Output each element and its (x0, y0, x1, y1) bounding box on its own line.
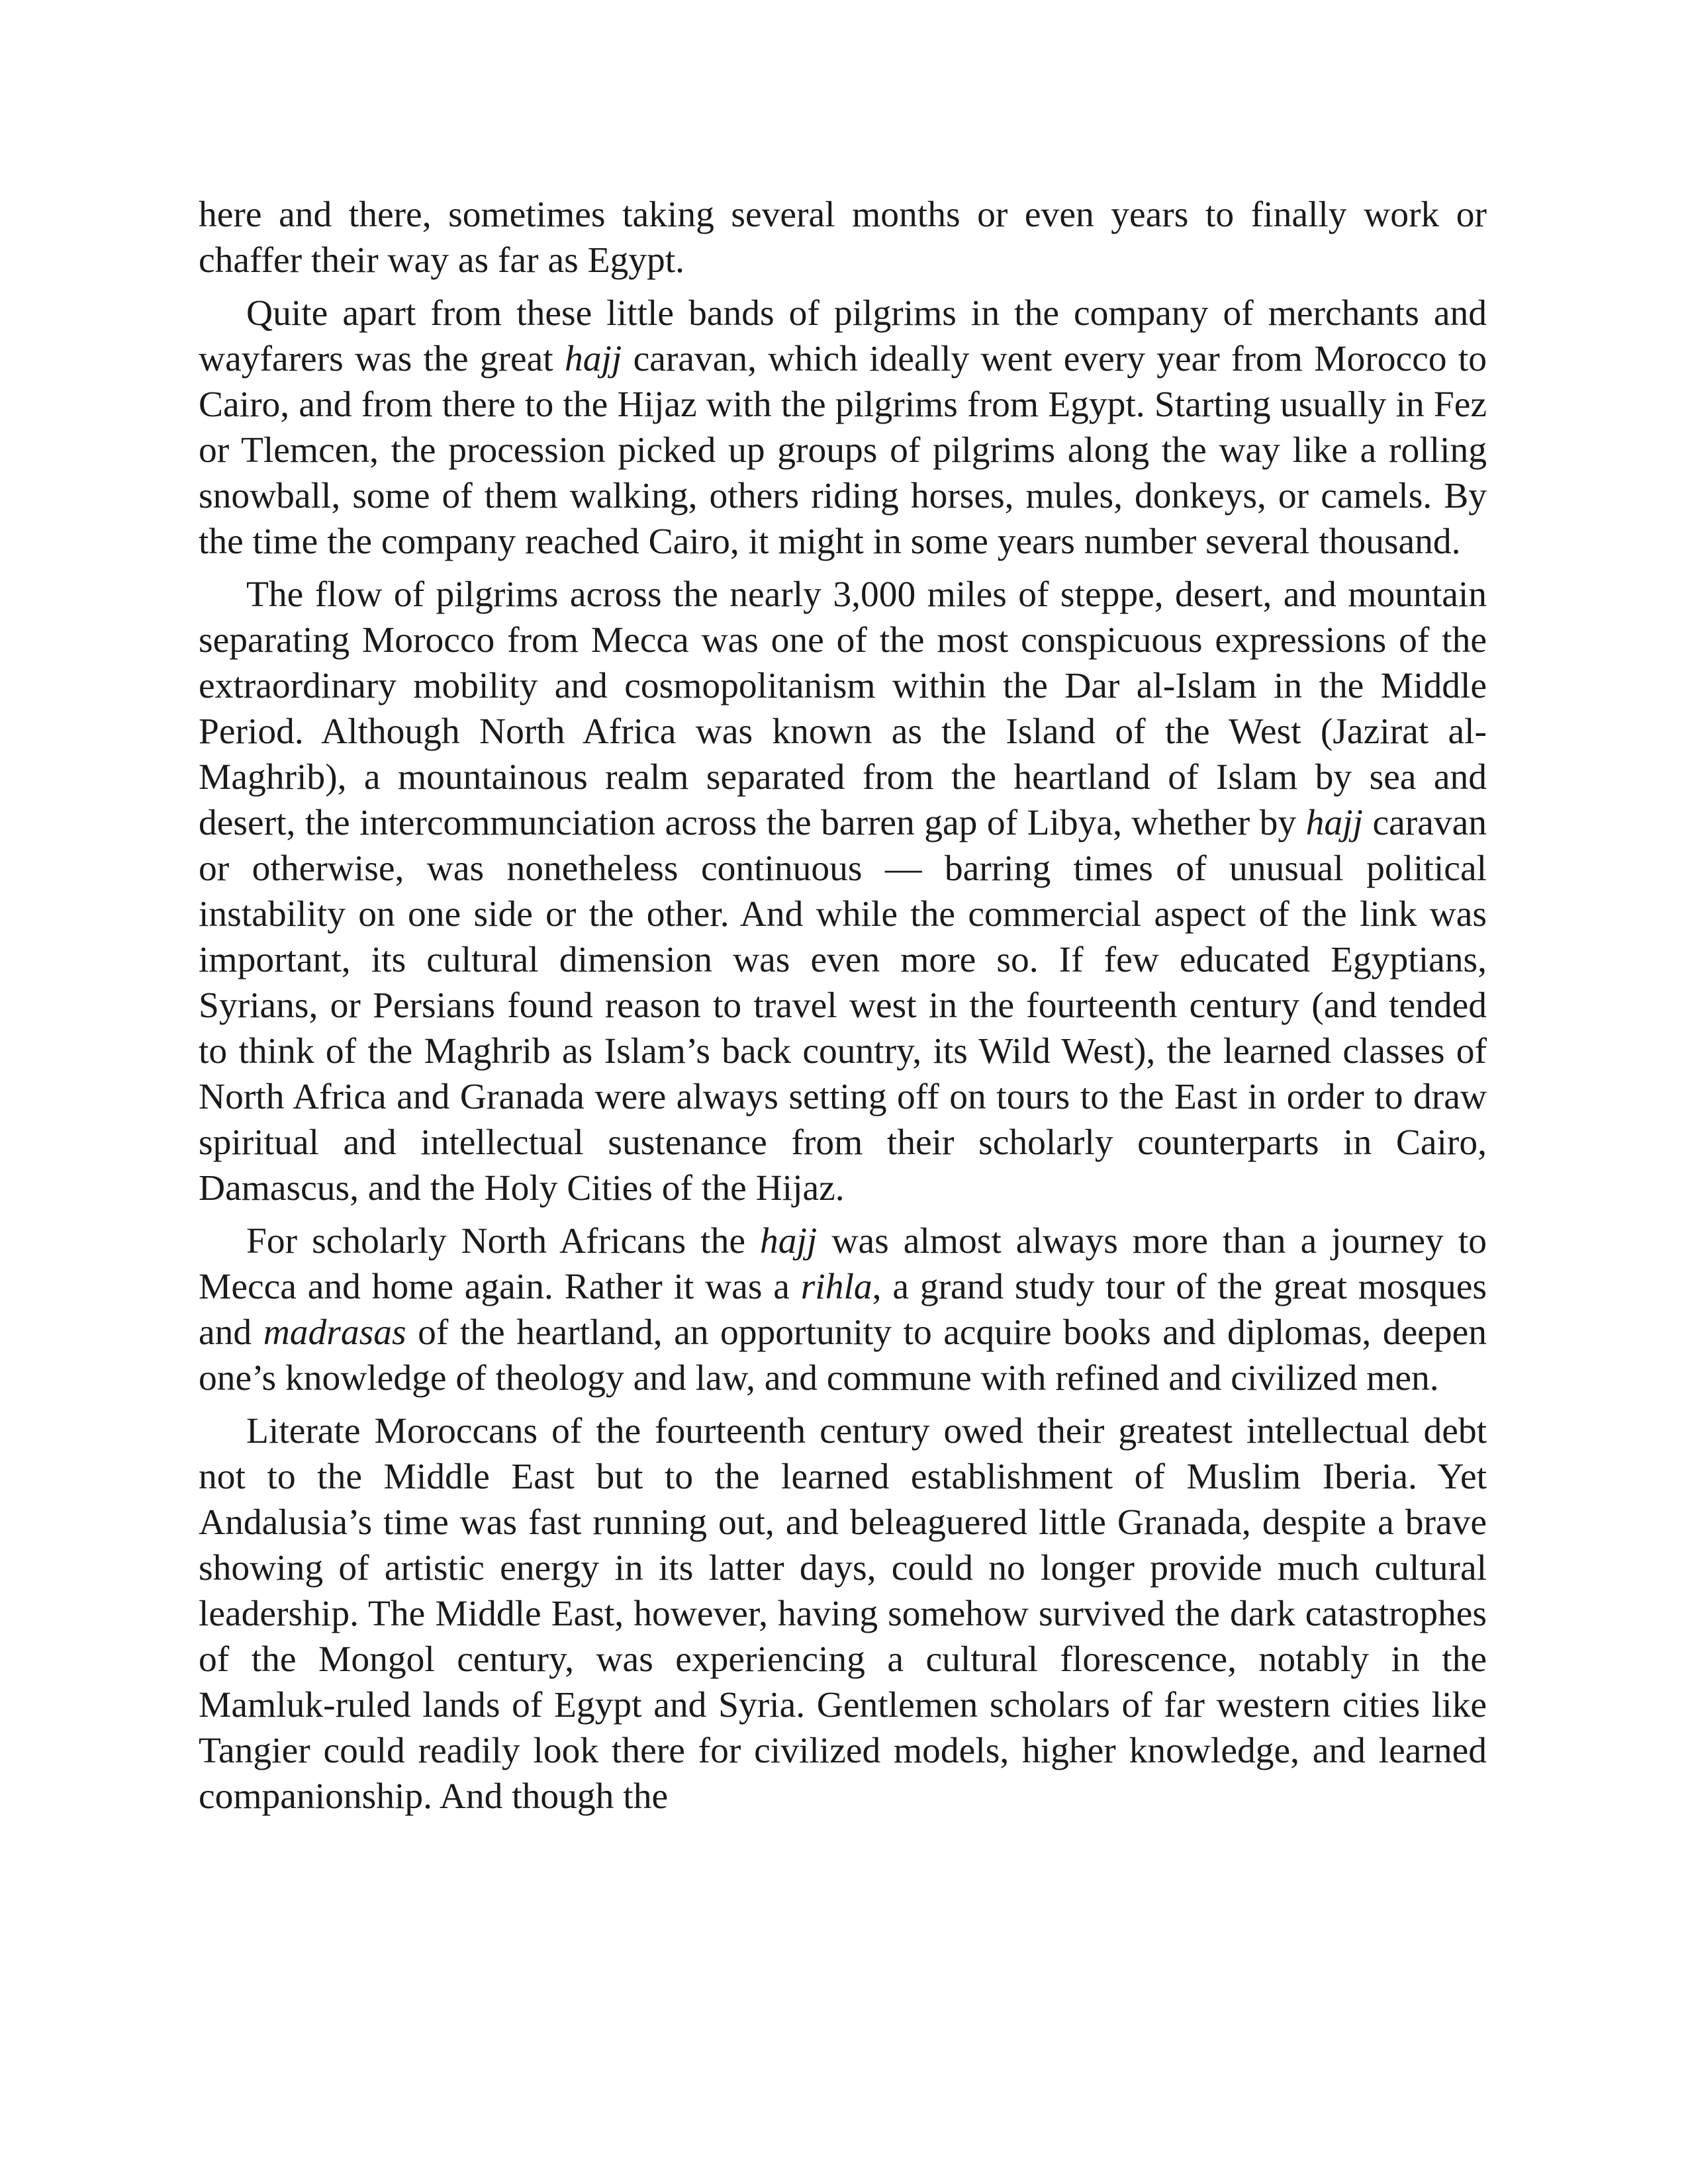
paragraph-text: of the heartland, an opportunity to acquire books and diplomas, deepen one’s knowledge of theology and law, and commune with refined and civilized men. (199, 1312, 1487, 1398)
italic-term: hajj (760, 1221, 818, 1261)
paragraph-text: was almost always more than a journey to Mecca and home again. Rather it was a (199, 1221, 1487, 1307)
italic-term: hajj (564, 339, 622, 379)
paragraph-text: caravan, which ideally went every year from Morocco to Cairo, and from there to the Hijaz with the pilgrims from Egypt. Starting usually in Fez or Tlemcen, the procession picked up groups of pilgrims along the way like a rolling snowball, some of them walking, others riding horses, mules, donkeys, or camels. By the time the company reached Cairo, it might in some years number several thousand. (199, 339, 1487, 562)
paragraph-text: Quite apart from these little bands of pilgrims in the company of merchants and wayfarers was the great (199, 293, 1487, 379)
paragraph-text: , a grand study tour of the great mosques and (199, 1267, 1487, 1353)
page-body (199, 192, 1487, 1827)
paragraph-2 (199, 291, 1487, 565)
paragraph-1 (199, 192, 1487, 283)
paragraph-5 (199, 1408, 1487, 1819)
paragraph-4 (199, 1218, 1487, 1401)
paragraph-text: here and there, sometimes taking several months or even years to finally work or chaffer their way as far as Egypt. (199, 195, 1487, 281)
italic-term: rihla (800, 1267, 872, 1307)
italic-term: madrasas (263, 1312, 406, 1353)
italic-term: hajj (1305, 803, 1363, 843)
paragraph-text: caravan or otherwise, was nonetheless continuous — barring times of unusual political instability on one side or the other. And while the commercial aspect of the link was important, its cultural dimension was even more so. If few educated Egyptians, Syrians, or Persians found reason to travel west in the fourteenth century (and tended to think of the Maghrib as Islam’s back country, its Wild West), the learned classes of North Africa and Granada were always setting off on tours to the East in order to draw spiritual and intellectual sustenance from their scholarly counterparts in Cairo, Damascus, and the Holy Cities of the Hijaz. (199, 803, 1487, 1208)
paragraph-text: For scholarly North Africans the (246, 1221, 761, 1261)
paragraph-text: The flow of pilgrims across the nearly 3,000 miles of steppe, desert, and mountain separating Morocco from Mecca was one of the most conspicuous expressions of the extraordinary mobility and cosmopolitanism within the Dar al-Islam in the Middle Period. Although North Africa was known as the Island of the West (Jazirat al-Maghrib), a mountainous realm separated from the heartland of Islam by sea and desert, the intercommunciation across the barren gap of Libya, whether by (199, 574, 1487, 843)
paragraph-3 (199, 572, 1487, 1211)
paragraph-text: Literate Moroccans of the fourteenth century owed their greatest intellectual debt not to the Middle East but to the learned establishment of Muslim Iberia. Yet Andalusia’s time was fast running out, and beleaguered little Granada, despite a brave showing of artistic energy in its latter days, could no longer provide much cultural leadership. The Middle East, however, having somehow survived the dark catastrophes of the Mongol century, was experiencing a cultural florescence, notably in the Mamluk-ruled lands of Egypt and Syria. Gentlemen scholars of far western cities like Tangier could readily look there for civilized models, higher knowledge, and learned companionship. And though the (199, 1411, 1487, 1817)
